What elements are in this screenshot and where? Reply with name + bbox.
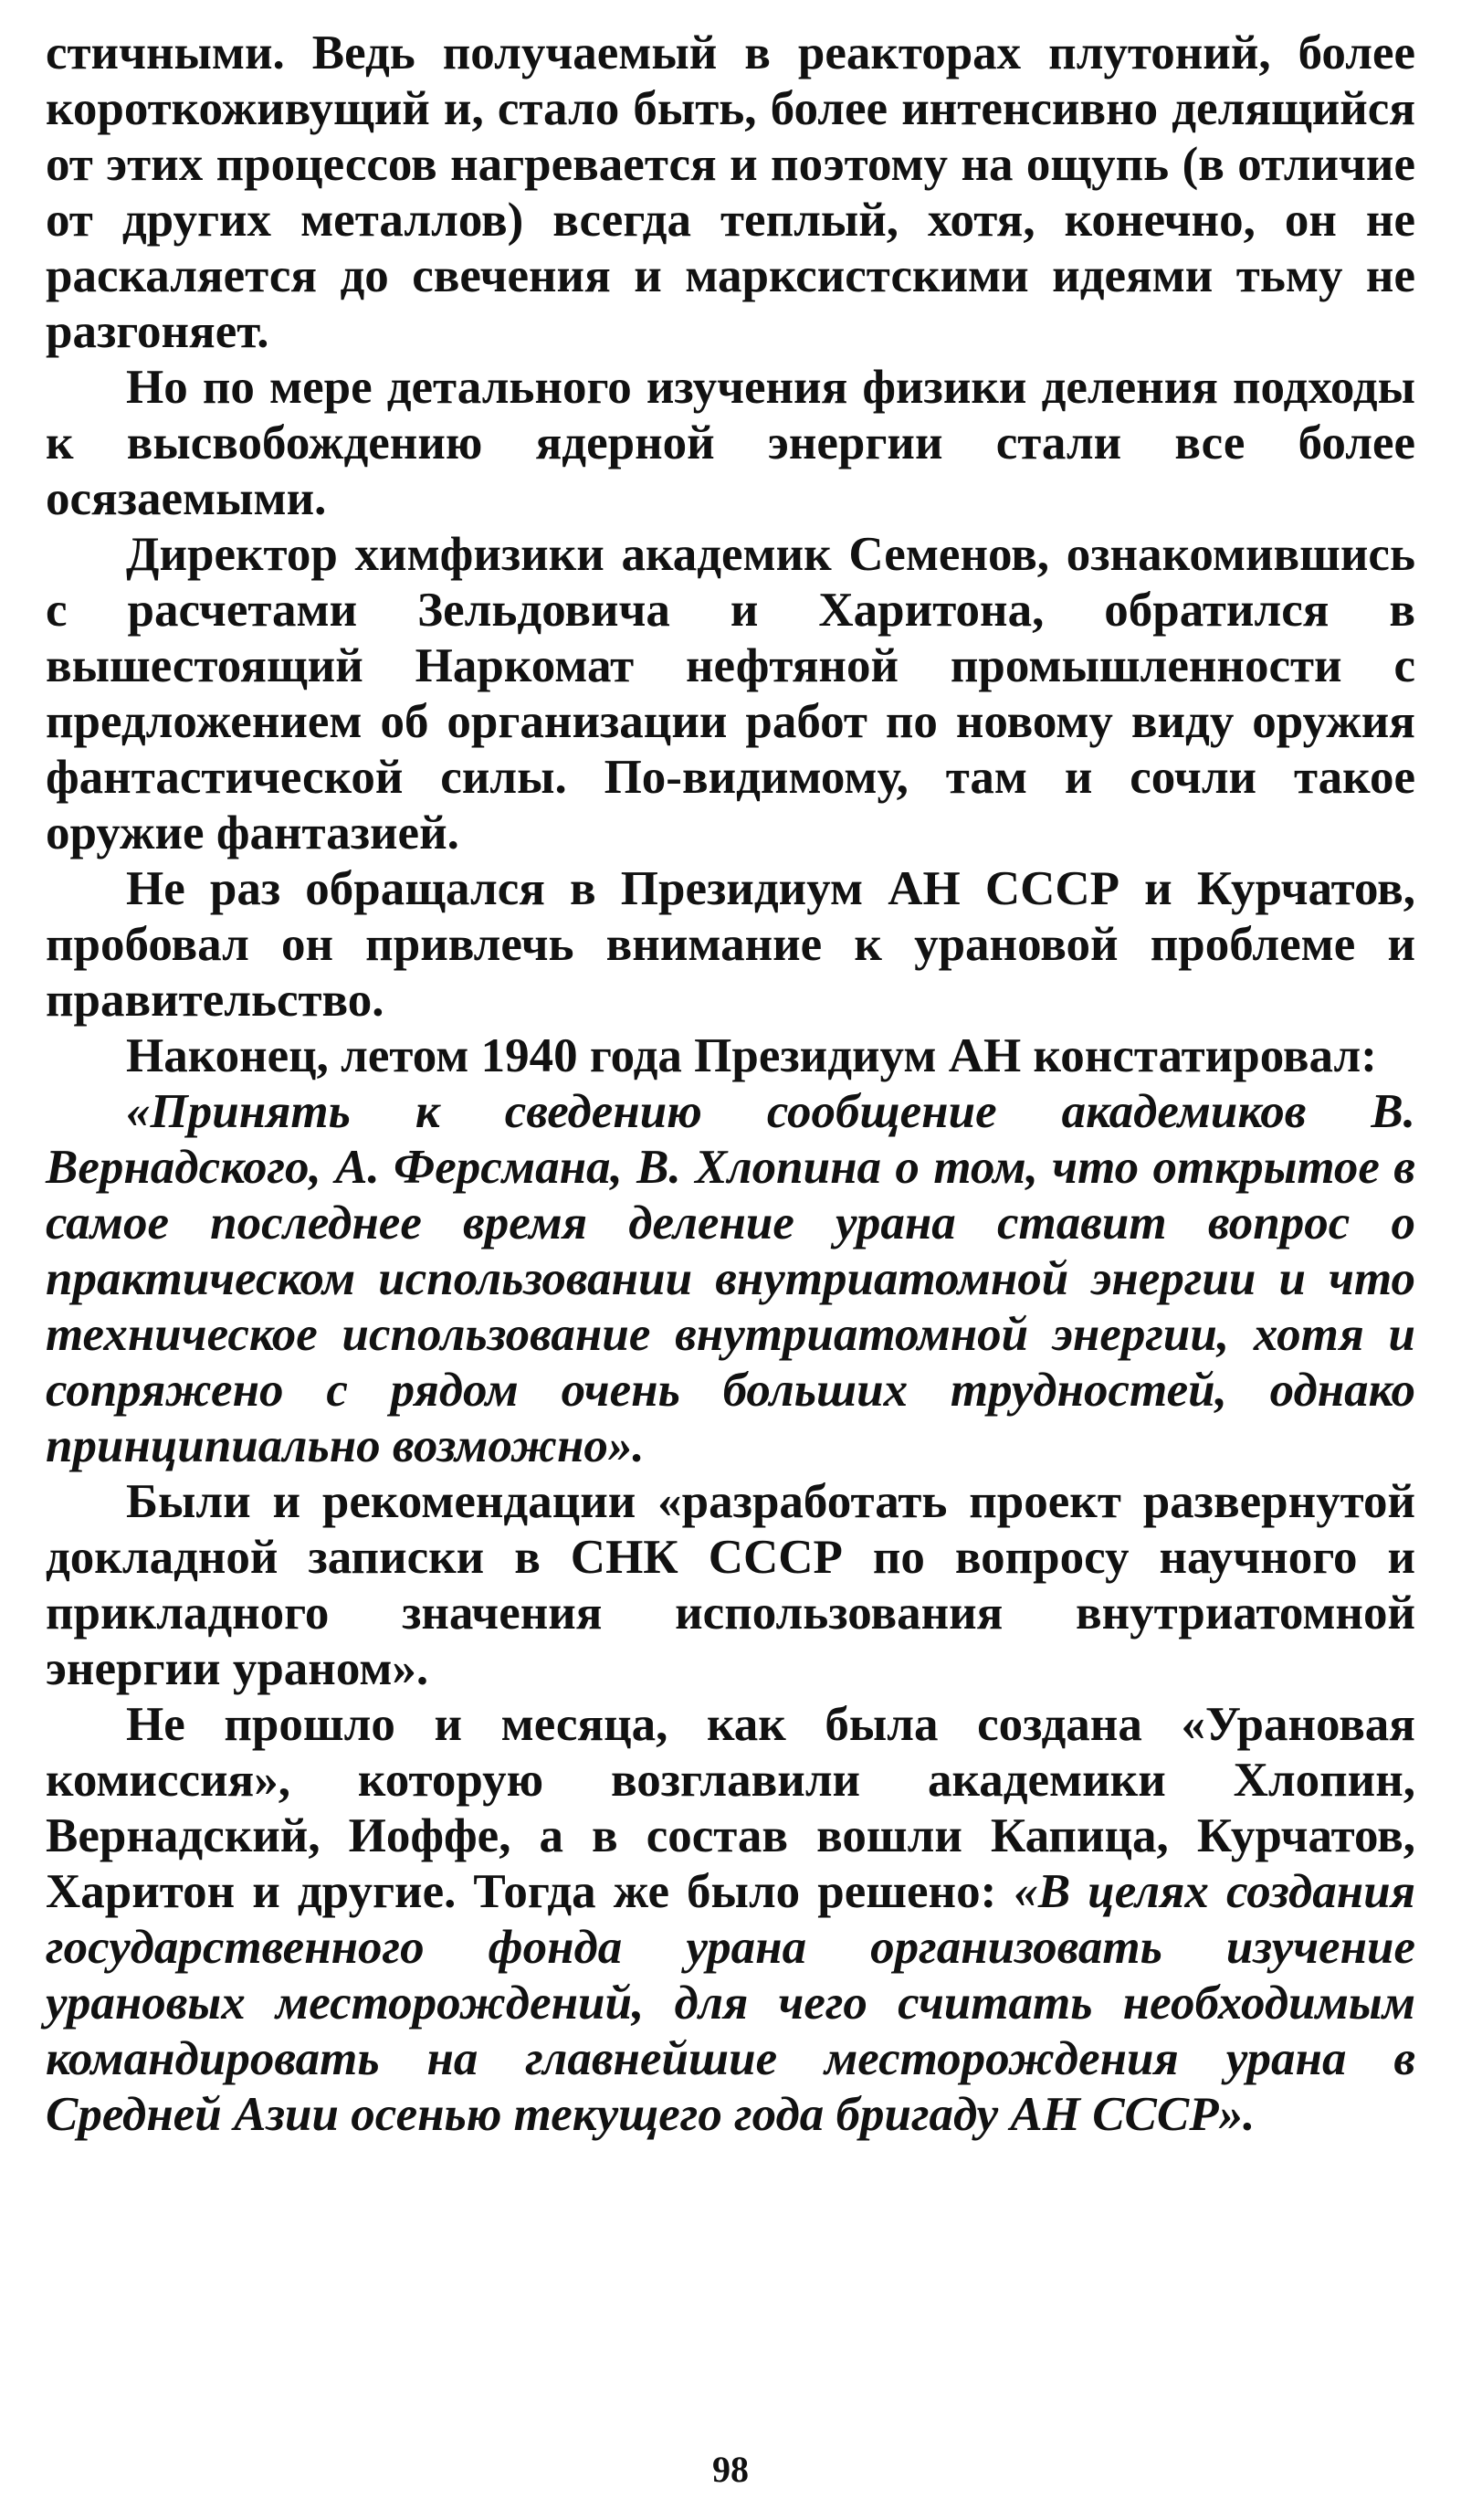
paragraph-2: Но по мере детального изучения физики деления подходы к высвобождению ядерной энергии стали все более осязаемыми. [46, 361, 1415, 525]
paragraph-4: Не раз обращался в Президиум АН СССР и Курчатов, пробовал он привлечь внимание к урановой проблеме и правительство. [46, 862, 1415, 1027]
paragraph-8 [46, 1697, 1415, 2143]
quote-uranium-fund: «В целях создания государственного фонда урана организовать изучение урановых месторождений, для чего считать необходимым командировать на главнейшие месторождения урана в Средней Азии осенью текущего года бригаду АН СССР». [46, 1865, 1415, 2141]
quote-presidium: «Принять к сведению сообщение академиков В. Вернадского, А. Ферсмана, В. Хлопина о том, что открытое в самое последнее время деление урана ставит вопрос о практическом использовании внутриатомной энергии и что техническое использование внутриатомной энергии, хотя и сопряжено с рядом очень больших трудностей, однако принципиально возможно». [46, 1085, 1415, 1472]
paragraph-3: Директор химфизики академик Семенов, ознакомившись с расчетами Зельдовича и Харитона, обратился в вышестоящий Наркомат нефтяной промышленности с предложением об организации работ по новому виду оружия фантастической силы. По-видимому, там и сочли такое оружие фантазией. [46, 528, 1415, 859]
paragraph-7: Были и рекомендации «разработать проект развернутой докладной записки в СНК СССР по вопросу научного и прикладного значения использования внутриатомной энергии ураном». [46, 1475, 1415, 1695]
paragraph-8-text: Не прошло и месяца, как была создана «Урановая комиссия», которую возглавили академики Хлопин, Вернадский, Иоффе, а в состав вошли Капица, Курчатов, Харитон и другие. Тогда же было решено: [46, 1698, 1415, 1918]
paragraph-5: Наконец, летом 1940 года Президиум АН констатировал: [126, 1029, 1377, 1082]
page-number: 98 [712, 2449, 749, 2490]
page-body [46, 26, 1415, 2143]
paragraph-1: стичными. Ведь получаемый в реакторах плутоний, более короткоживущий и, стало быть, более интенсивно делящийся от этих процессов нагревается и поэтому на ощупь (в отличие от других металлов) всегда теплый, хотя, конечно, он не раскаляется до свечения и марксистскими идеями тьму не разгоняет. [46, 26, 1415, 358]
